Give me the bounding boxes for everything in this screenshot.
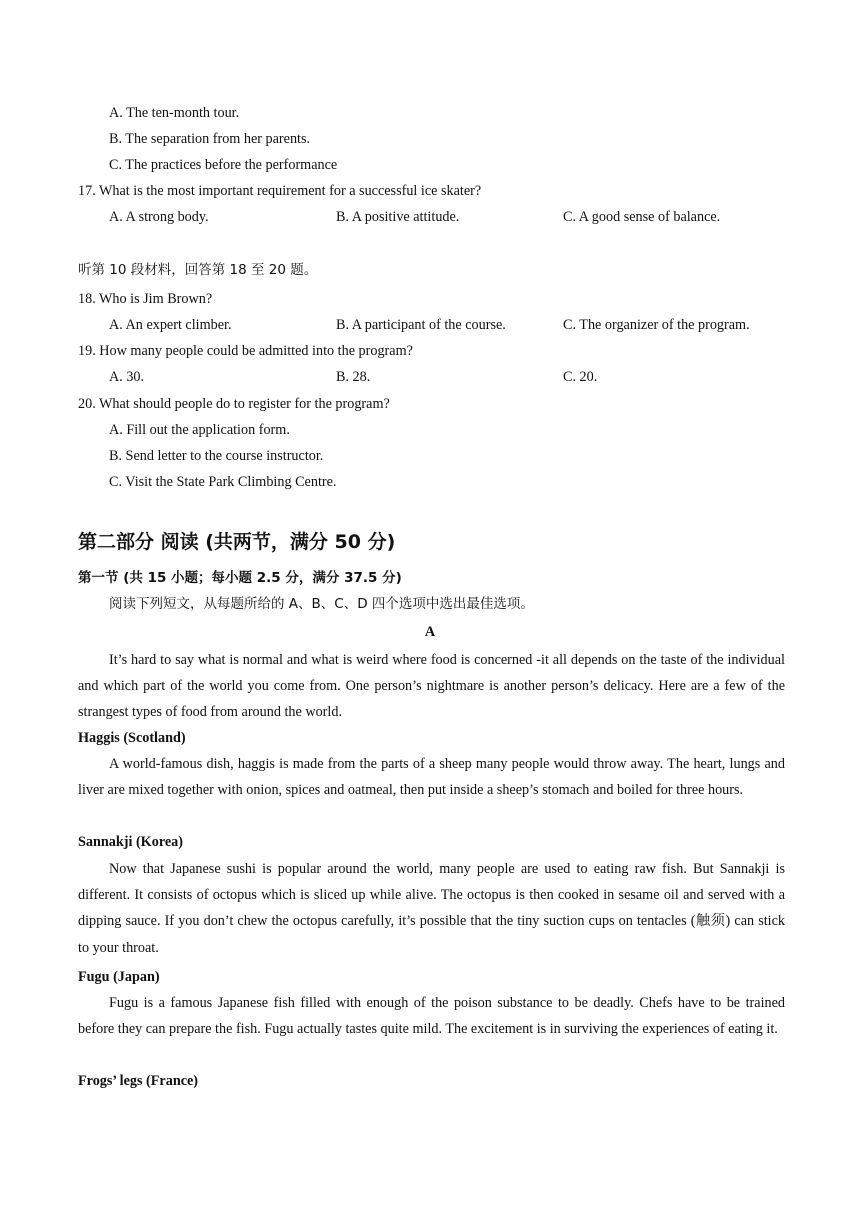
q18-option-c: C. The organizer of the program.: [563, 317, 750, 333]
food-text-fugu: Fugu is a famous Japanese fish filled with enough of the poison substance to be deadly. Chefs have to be trained before they can prepare the fish. Fugu actually tastes quite mild. The excitement is in surviving the experiences of eating it.: [78, 995, 785, 1038]
section10-intro: 听第 10 段材料，回答第 18 至 20 题。: [78, 262, 318, 278]
q19-option-a: A. 30.: [109, 369, 145, 385]
q20-option-c: C. Visit the State Park Climbing Centre.: [109, 474, 337, 490]
passage-intro-text: It’s hard to say what is normal and what is weird where food is concerned -it all depends on the taste of the individual and which part of the world you come from. One person’s nightmare is another person’s delicacy. Here are a few of the strangest types of food from around the world.: [78, 652, 785, 721]
food-heading-fugu: Fugu (Japan): [78, 969, 160, 985]
passage-label: A: [424, 624, 436, 640]
q16-option-c: C. The practices before the performance: [109, 157, 338, 173]
q17-option-a: A. A strong body.: [109, 209, 209, 225]
food-paragraph-fugu: [78, 990, 785, 1042]
q18-question: 18. Who is Jim Brown?: [78, 291, 213, 307]
q18-option-b: B. A participant of the course.: [336, 317, 506, 333]
food-paragraph-sannakji: [78, 856, 785, 961]
food-heading-frogs-legs: Frogs’ legs (France): [78, 1073, 199, 1089]
section-one-title: 第一节 (共 15 小题；每小题 2.5 分，满分 37.5 分): [78, 570, 402, 586]
q18-option-a: A. An expert climber.: [109, 317, 232, 333]
food-text-sannakji: Now that Japanese sushi is popular around the world, many people are used to eating raw fish. But Sannakji is different. It consists of octopus which is sliced up while alive. The octopus is then cooked in sesame oil and served with a dipping sauce. If you don’t chew the octopus carefully, it’s possible that the tiny suction cups on tentacles (触须) can stick to your throat.: [78, 861, 785, 956]
q17-question: 17. What is the most important requirement for a successful ice skater?: [78, 183, 482, 199]
passage-intro: [78, 647, 785, 726]
q17-option-c: C. A good sense of balance.: [563, 209, 721, 225]
reading-instructions: 阅读下列短文，从每题所给的 A、B、C、D 四个选项中选出最佳选项。: [109, 596, 534, 612]
food-heading-haggis: Haggis (Scotland): [78, 730, 186, 746]
q20-question: 20. What should people do to register for the program?: [78, 396, 390, 412]
food-paragraph-haggis: [78, 751, 785, 803]
q20-option-a: A. Fill out the application form.: [109, 422, 290, 438]
q19-question: 19. How many people could be admitted into the program?: [78, 343, 413, 359]
q19-option-b: B. 28.: [336, 369, 371, 385]
q16-option-b: B. The separation from her parents.: [109, 131, 311, 147]
q20-option-b: B. Send letter to the course instructor.: [109, 448, 324, 464]
q16-option-a: A. The ten-month tour.: [109, 105, 240, 121]
part-two-title: 第二部分 阅读 (共两节，满分 50 分): [78, 531, 396, 553]
food-text-haggis: A world-famous dish, haggis is made from the parts of a sheep many people would throw away. The heart, lungs and liver are mixed together with onion, spices and oatmeal, then put inside a sheep’s stomach and boiled for three hours.: [78, 756, 785, 799]
q19-option-c: C. 20.: [563, 369, 598, 385]
food-heading-sannakji: Sannakji (Korea): [78, 834, 183, 850]
q17-option-b: B. A positive attitude.: [336, 209, 460, 225]
